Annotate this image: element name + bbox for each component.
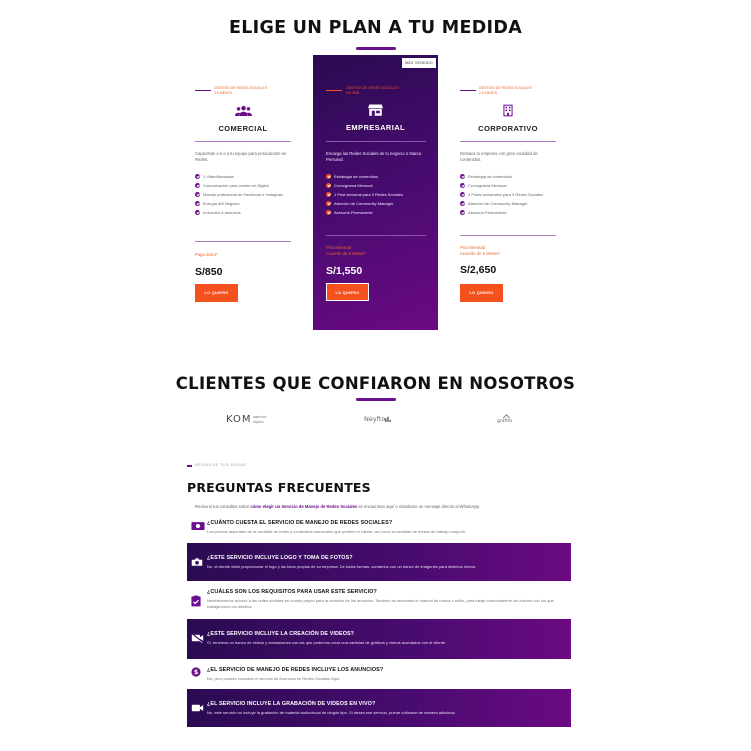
most-sold-badge: MÁS VENDIDO <box>402 58 436 68</box>
clients-title: CLIENTES QUE CONFIARON EN NOSOTROS <box>175 374 576 393</box>
plan-divider <box>195 141 291 142</box>
money-icon <box>191 521 205 531</box>
faq-item[interactable] <box>187 543 571 581</box>
check-icon <box>460 183 465 188</box>
plan-card-corporativo <box>452 82 564 312</box>
feature-item: Asesoría Permanente <box>326 210 434 215</box>
faq-title: PREGUNTAS FRECUENTES <box>187 480 371 495</box>
feature-item: Asesoría Permanente <box>460 210 564 215</box>
svg-text:$: $ <box>193 669 199 677</box>
faq-intro-link[interactable]: cómo elegir un Servicio de Manejo de Redes Sociales <box>250 504 358 509</box>
faq-item[interactable] <box>187 664 571 686</box>
plans-title-underline <box>356 47 396 50</box>
check-icon <box>195 210 200 215</box>
plan-price-note: Pico Mensual <box>326 245 352 250</box>
check-icon <box>195 192 200 197</box>
faq-question: ¿EL SERVICIO INCLUYE LA GRABACIÓN DE VIDEOS EN VIVO? <box>207 701 376 707</box>
check-icon <box>326 183 331 188</box>
feature-item: Cronograma Mensual <box>460 183 564 188</box>
plans-title: ELIGE UN PLAN A TU MEDIDA <box>228 18 523 38</box>
feature-item: 1 Video/llamadas <box>195 174 295 179</box>
check-icon <box>195 183 200 188</box>
lo-quiero-button[interactable]: LO QUIERO <box>195 284 238 302</box>
check-icon <box>460 174 465 179</box>
check-icon <box>326 201 331 206</box>
clipboard-check-icon <box>191 595 201 607</box>
feature-item: Comunicación para vender en Digital <box>195 183 295 188</box>
plan-price-note: Pico Mensual <box>460 245 486 250</box>
plan-price-note-term: Acuerdo de 6 Meses* <box>326 251 367 256</box>
clients-title-underline <box>356 398 396 401</box>
bars-icon <box>385 416 391 422</box>
plan-tag-dash <box>195 90 211 91</box>
faq-answer: No, pero puedes consultar el servicio de Anuncios en Redes Sociales Aquí. <box>207 676 341 681</box>
plan-card-empresarial <box>313 55 438 330</box>
check-icon <box>326 192 331 197</box>
faq-answer: No, este servicio no incluye la grabación de material audiovisual de ningún tipo. Si desea ese servicio, puede cotizarse de manera adicional. <box>207 710 456 715</box>
faq-intro: Revisa si tus consultas sobre cómo elegir un Servicio de Manejo de Redes Sociales se encuentran aquí o mándame un mensaje directo al WhatsApp. <box>195 504 481 509</box>
plan-price-note-term: Acuerdo de 6 Meses* <box>460 251 501 256</box>
check-icon <box>195 174 200 179</box>
plan-tag: GESTIÓN DE REDES SOCIALES <box>214 86 268 90</box>
plan-name: CORPORATIVO <box>478 124 538 133</box>
plan-features <box>460 174 564 219</box>
plan-tag-duration: 2.5 MESES <box>479 91 498 95</box>
faq-answer: Sí, tenemos un banco de videos y animaciones con las que podemos crear una cantidad de gráficos y videos acordados con el cliente. <box>207 640 447 645</box>
check-icon <box>326 210 331 215</box>
plan-features <box>326 174 434 219</box>
plan-divider <box>460 141 556 142</box>
plan-name: COMERCIAL <box>218 124 268 133</box>
plan-features <box>195 174 295 219</box>
lo-quiero-button[interactable]: LO QUIERO <box>460 284 503 302</box>
check-icon <box>460 201 465 206</box>
plan-divider <box>326 235 426 236</box>
plan-tag-duration: 2.5 MESES <box>214 91 233 95</box>
faq-kicker-line <box>187 465 192 467</box>
plan-name: EMPRESARIAL <box>346 123 405 132</box>
plan-tag-dash <box>460 90 476 91</box>
feature-item: 1 Post semanal para 3 Redes Sociales <box>326 192 434 197</box>
faq-item[interactable] <box>187 689 571 727</box>
feature-item: Inducción a anuncios <box>195 210 295 215</box>
check-icon <box>460 192 465 197</box>
camera-icon <box>191 557 203 567</box>
faq-item[interactable] <box>187 586 571 618</box>
plan-divider <box>326 141 426 142</box>
feature-item: Atención de Community Manager <box>460 201 564 206</box>
faq-item[interactable] <box>187 619 571 659</box>
client-logo-neyfto: Neyfto <box>364 414 394 426</box>
feature-item: Manejo profesional de Facebook e Instagram <box>195 192 295 197</box>
plan-tag-dash <box>326 90 342 91</box>
video-camera-icon <box>191 703 204 713</box>
plan-divider <box>460 235 556 236</box>
plan-price: S/1,550 <box>326 265 363 277</box>
faq-answer: No, el cliente debe proporcionar el logo y las fotos propias de su empresa. De todas formas, contamos con un banco de imágenes para distintos rubros. <box>207 564 477 569</box>
check-icon <box>326 174 331 179</box>
plan-tag: GESTIÓN DE REDES SOCIALES <box>479 86 533 90</box>
plan-price-note: Pago único* <box>195 252 218 257</box>
client-logo-grafito: grafito <box>497 414 519 426</box>
faq-kicker: RESUELVE TUS DUDAS <box>195 463 247 467</box>
feature-item: Atención de Community Manager <box>326 201 434 206</box>
plan-tag-duration: 0/5 2MB <box>346 91 360 95</box>
plan-card-comercial <box>187 82 299 312</box>
faq-item[interactable] <box>187 517 571 541</box>
faq-answer: Los precios dependen de la cantidad de redes y contenidos mensuales que prefiere el cliente, así como la cantidad de meses de trabajo conjunto. <box>207 529 467 534</box>
faq-question: ¿EL SERVICIO DE MANEJO DE REDES INCLUYE LOS ANUNCIOS? <box>207 667 384 673</box>
feature-item: Estrategia de contenidos <box>326 174 434 179</box>
check-icon <box>195 201 200 206</box>
store-icon <box>368 103 383 116</box>
plan-price: S/850 <box>195 266 223 278</box>
plan-description: Capacítate a ti o a tu equipo para posicionarte en Redes. <box>195 151 287 162</box>
plan-divider <box>195 241 291 242</box>
client-logo-kom: KOM agencia digital <box>226 414 267 425</box>
users-icon <box>235 105 252 117</box>
dollar-icon <box>191 667 201 677</box>
faq-answer: Necesitaremos acceso a las redes sociales en común propio para la creación de los anuncios. También es necesario el manual de marca o estilo, para elegir correctamente los colores con los que trabajaremos los diseños. <box>207 598 554 610</box>
feature-item: Cronograma Mensual <box>326 183 434 188</box>
building-icon <box>503 104 513 117</box>
plan-description: Destaca tu empresa con gran cantidad de contenidos. <box>460 151 538 162</box>
check-icon <box>460 210 465 215</box>
feature-item: Energía 4M Negocio <box>195 201 295 206</box>
feature-item: Estrategia de contenidos <box>460 174 564 179</box>
feature-item: 3 Posts semanales para 3 Redes Sociales <box>460 192 564 197</box>
lo-quiero-button[interactable]: LO QUIERO <box>326 283 369 301</box>
faq-question: ¿CUÁLES SON LOS REQUISITOS PARA USAR ESTE SERVICIO? <box>207 589 377 595</box>
plan-tag: GESTIÓN DE REDES SOCIALES <box>346 86 400 90</box>
plan-price: S/2,650 <box>460 264 497 276</box>
faq-question: ¿CUÁNTO CUESTA EL SERVICIO DE MANEJO DE REDES SOCIALES? <box>207 520 393 526</box>
faq-question: ¿ESTE SERVICIO INCLUYE LOGO Y TOMA DE FOTOS? <box>207 555 353 561</box>
faq-question: ¿ESTE SERVICIO INCLUYE LA CREACIÓN DE VIDEOS? <box>207 631 355 637</box>
video-off-icon <box>191 633 204 643</box>
plan-description: Encarga las Redes Sociales de tu negocio o Marca Personal. <box>326 151 421 162</box>
